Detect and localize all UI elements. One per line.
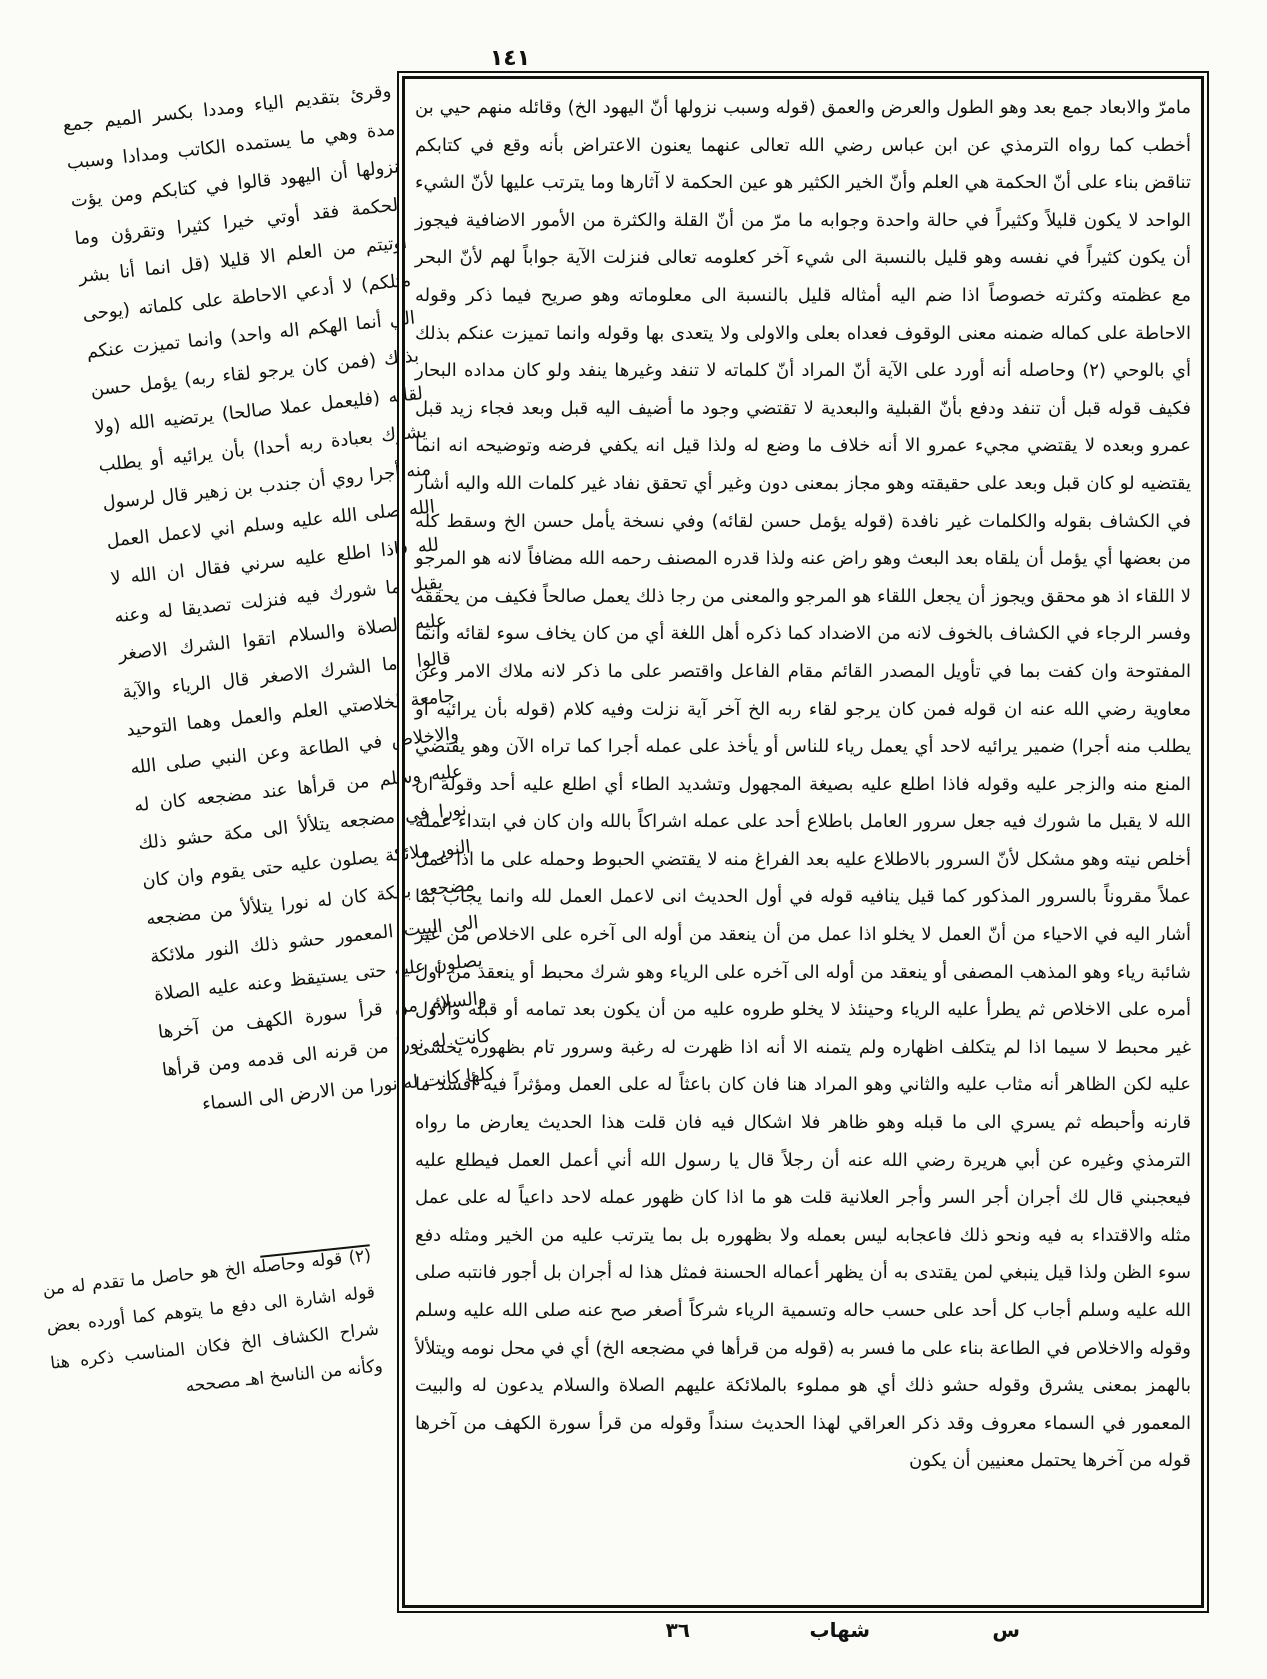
margin-gloss-upper-text: وقرئ بتقديم الياء ومددا بكسر الميم جمع مدة وهي ما يستمده الكاتب ومدادا وسبب نزولها أن اليهود قالوا في كتابكم ومن يؤت الحكمة فقد أوتي خيرا كثيرا وتقرؤن وما أوتيتم من العلم الا قليلا (قل انما أنا بشر مثلكم) لا أدعي الاحاطة على كلماته (يوحى الي أنما الهكم اله واحد) وانما تميزت عنكم بذلك (فمن كان يرجو لقاء ربه) يؤمل حسن لقائه (فليعمل عملا صالحا) يرتضيه الله (ولا يشرك بعبادة ربه أحدا) بأن يرائيه أو يطلب منه أجرا روي أن جندب بن زهير قال لرسول الله صلى الله عليه وسلم اني لاعمل العمل لله فاذا اطلع عليه سرني فقال ان الله لا يقبل ما شورك فيه فنزلت تصديقا له وعنه عليه الصلاة والسلام اتقوا الشرك الاصغر قالوا وما الشرك الاصغر قال الرياء والآية جامعة لخلاصتي العلم والعمل وهما التوحيد والاخلاص في الطاعة وعن النبي صلى الله عليه وسلم من قرأها عند مضجعه كان له نورا في مضجعه يتلألأ الى مكة حشو ذلك النور ملائكة يصلون عليه حتى يقوم وان كان مضجعه بمكة كان له نورا يتلألأ من مضجعه الى البيت المعمور حشو ذلك النور ملائكة يصلون عليه حتى يستيقظ وعنه عليه الصلاة والسلام من قرأ سورة الكهف من آخرها كانت له نورا من قرنه الى قدمه ومن قرأها كلها كانت له نورا من الارض الى السماء bbox=[61, 80, 496, 1115]
margin-gloss-lower-text: (٢) قوله وحاصله الخ هو حاصل ما تقدم له من قوله اشارة الى دفع ما يتوهم كما أورده بعض شراح الكشاف الخ فكان المناسب ذكره هنا وكأنه من الناسخ اهـ مصححه bbox=[41, 1245, 384, 1397]
margin-gloss-lower bbox=[40, 1245, 384, 1485]
page-number: ١٤١ bbox=[489, 46, 531, 71]
page-footer bbox=[560, 1618, 1020, 1648]
footer-signature-title: شهاب bbox=[809, 1618, 870, 1642]
main-text-frame bbox=[402, 76, 1204, 1608]
main-commentary-text: مامرّ والابعاد جمع بعد وهو الطول والعرض والعمق (قوله وسبب نزولها أنّ اليهود الخ) وقائله منهم حيي بن أخطب كما رواه الترمذي عن ابن عباس رضي الله تعالى عنهما يعنون الاعتراض بأنه وقع في كتابكم تناقض بناء على أنّ الحكمة هي العلم وأنّ الخير الكثير هو عين الحكمة لا آثارها وما يترتب عليها لأنّ الشيء الواحد لا يكون قليلاً وكثيراً في حالة واحدة وجوابه ما مرّ من أنّ القلة والكثرة من الأمور الاضافية فيجوز أن يكون كثيراً في نفسه وهو قليل بالنسبة الى شيء آخر كعلومه تعالى فنزلت الآية جواباً لهم لأنّ البحر مع عظمته وكثرته خصوصاً اذا ضم اليه أمثاله قليل بالنسبة الى معلوماته وهو صريح فيما ذكر وقوله الاحاطة على كماله ضمنه معنى الوقوف فعداه بعلى والاولى ولا يتعدى بها وقوله وانما تميزت عنكم بذلك أي بالوحي (٢) وحاصله أنه أورد على الآية أنّ المراد أنّ كلماته لا تنفد وغيرها ينفد ولو كان مداده البحار فكيف قوله قبل أن تنفد ودفع بأنّ القبلية والبعدية لا تقتضي وجود ما أضيف اليه قبل وبعد فجاء زيد قبل عمرو وبعده لا يقتضي مجيء عمرو الا أنه خلاف ما وضع له ولذا قيل انه يكفي فرضه وتوضيحه انه انما يقتضيه لو كان قبل وبعد على حقيقته وهو مجاز بمعنى دون وغير أي تحقق نفاد غير كلمات الله واليه أشار في الكشاف بقوله والكلمات غير نافدة (قوله يؤمل حسن لقائه) وفي نسخة يأمل حسن الخ وسقط كله من بعضها أي يؤمل أن يلقاه بعد البعث وهو راض عنه ولذا قدره المصنف رحمه الله مضافاً لانه هو المرجو لا اللقاء اذ هو محقق ويجوز أن يجعل اللقاء هو المرجو والمعنى من رجا ذلك يعمل صالحاً فكيف من يحققه وفسر الرجاء في الكشاف بالخوف لانه من الاضداد كما ذكره أهل اللغة أي من كان يخاف سوء لقائه وانما المفتوحة وان كفت بما في تأويل المصدر القائم مقام الفاعل واقتصر على ما ذكر لانه ملاك الامر وعن معاوية رضي الله عنه ان قوله فمن كان يرجو لقاء ربه الخ آخر آية نزلت وفيه كلام (قوله بأن يرائيه أو يطلب منه أجرا) ضمير يرائيه لاحد أي يعمل رياء للناس أو يأخذ على عمله أجرا كما تراه الآن وهو يقتضي المنع منه والزجر عليه وقوله فاذا اطلع عليه بصيغة المجهول وتشديد الطاء أي اطلع عليه أحد وقوله ان الله لا يقبل ما شورك فيه جعل سرور العامل باطلاع أحد على عمله اشراكاً بالله وان كان في ابتداء عمله أخلص نيته وهو مشكل لأنّ السرور بالاطلاع عليه بعد الفراغ منه لا يقتضي الحبوط وحمله على ما اذا عمل عملاً مقروناً بالسرور المذكور كما قيل ينافيه قوله في أول الحديث انى لاعمل العمل لله وانما يجاب بما أشار اليه في الاحياء من أنّ العمل لا يخلو اذا عمل من أن ينعقد من أوله الى آخره على الاخلاص من غير شائبة رياء وهو المذهب المصفى أو ينعقد من أوله الى آخره على الرياء وهو شرك محبط أو ينعقد من أول أمره على الاخلاص ثم يطرأ عليه الرياء وحينئذ لا يخلو طروه عليه من أن يكون بعد تمامه أو قبله والأول غير محبط لا سيما اذا لم يتكلف اظهاره ولم يتمنه الا أنه اذا ظهرت له رغبة وسرور تام بظهوره يخشى عليه لكن الظاهر أنه مثاب عليه والثاني وهو المراد هنا فان كان باعثاً له على العمل ومؤثراً فيه أفسد ما قارنه وأحبطه ثم يسري الى ما قبله وهو ظاهر فلا اشكال فيه فان قلت هذا الحديث يعارض ما رواه الترمذي وغيره عن أبي هريرة رضي الله عنه أن رجلاً قال يا رسول الله أني أعمل العمل فيطلع عليه فيعجبني قال لك أجران أجر السر وأجر العلانية قلت هو ما اذا كان ظهور عمله لاحد داعياً له على عمل مثله والاقتداء به فيه ونحو ذلك فاعجابه ليس بعمله ولا بظهوره بل بما يترتب عليه من الخير ومثله دفع سوء الظن ولذا قيل ينبغي لمن يقتدى به أن يظهر أعماله الحسنة فمثل هذا له أجران بل أجور فانتبه صلى الله عليه وسلم أجاب كل أحد على حسب حاله وتسمية الرياء شركاً أصغر صح عنه صلى الله عليه وسلم وقوله والاخلاص في الطاعة بناء على ما فسر به (قوله من قرأها في مضجعه الخ) أي في محل نومه ويتلألأ بالهمز بمعنى يشرق وقوله حشو ذلك أي هو مملوء بالملائكة عليهم الصلاة والسلام يدعون له والبيت المعمور في السماء معروف وقد ذكر العراقي لهذا الحديث سنداً وقوله من قرأ سورة الكهف من آخرها قوله من آخرها يحتمل معنيين أن يكون bbox=[415, 97, 1191, 1472]
footer-signature-letter: س bbox=[992, 1618, 1020, 1642]
margin-gloss-upper bbox=[60, 80, 496, 1240]
footer-signature-number: ٣٦ bbox=[665, 1618, 690, 1642]
